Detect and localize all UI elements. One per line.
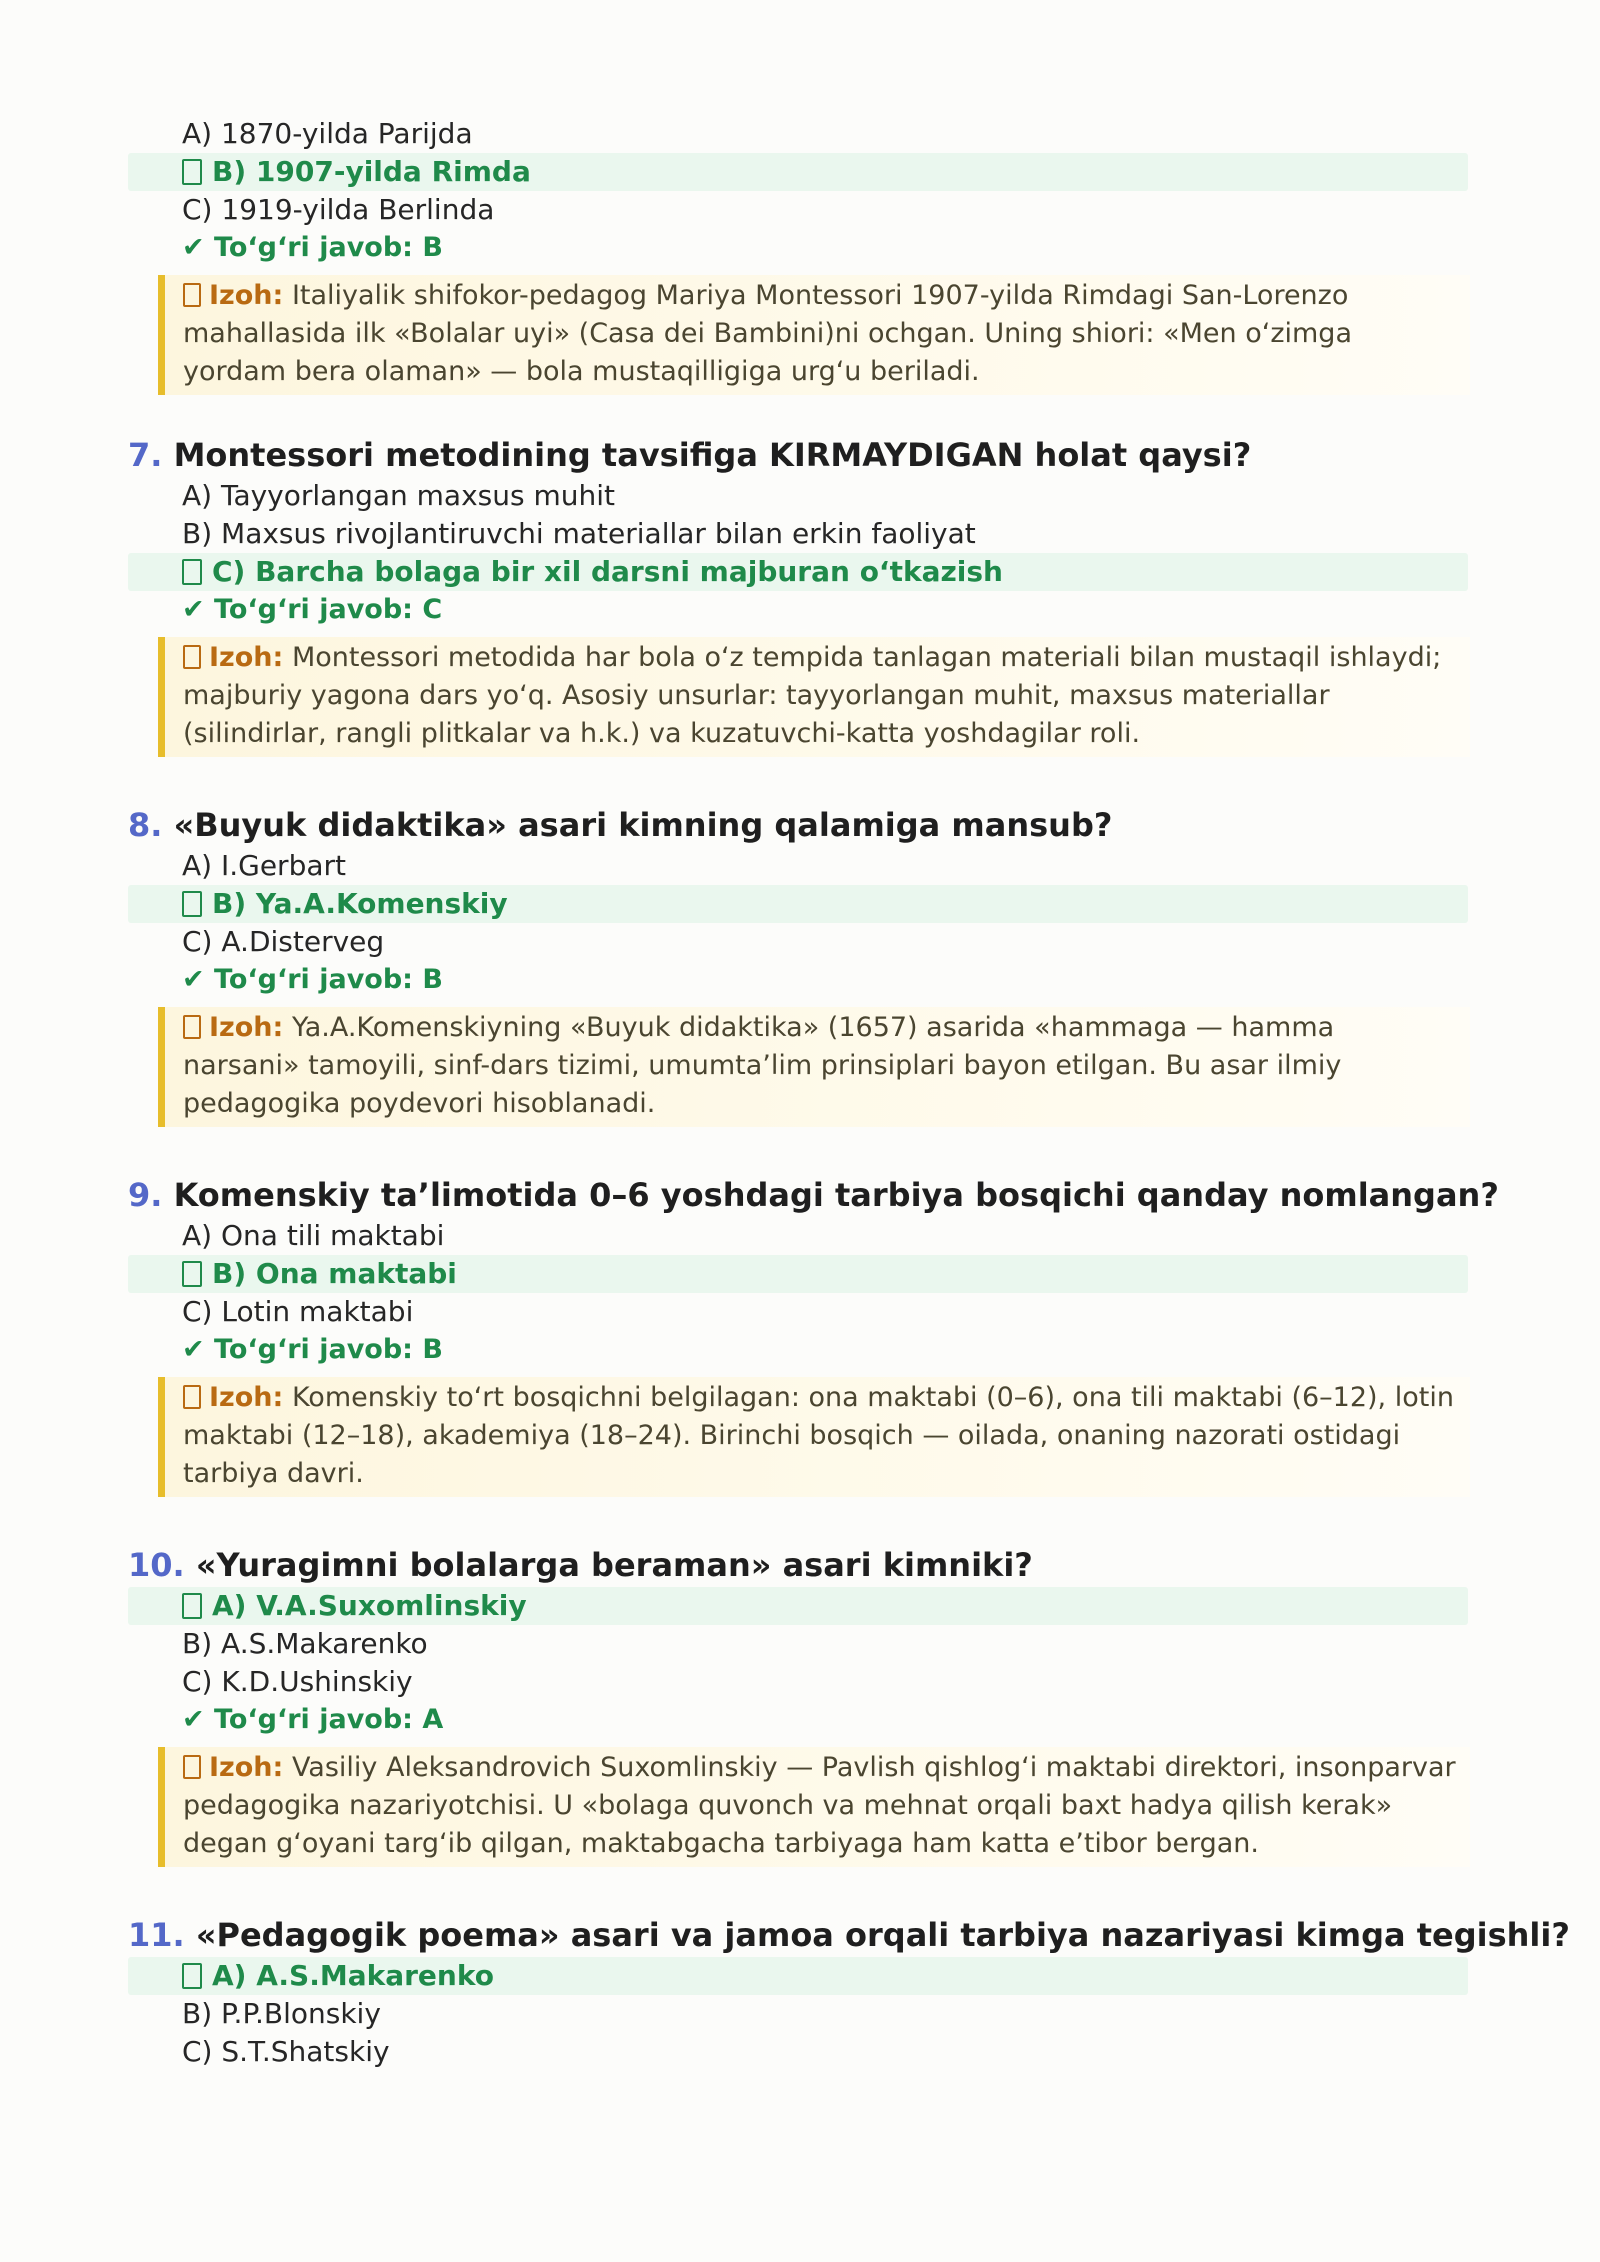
question-title: 8. «Buyuk didaktika» asari kimning qalamiga mansub?	[128, 806, 1113, 844]
question-7-block	[128, 433, 1468, 757]
explanation-text: Ya.A.Komenskiyning «Buyuk didaktika» (1657) asarida «hammaga — hamma narsani» tamoyili, sinf-dars tizimi, umumta’lim prinsiplari bayon etilgan. Bu asar ilmiy pedagogika poydevori hisoblanadi.	[183, 1012, 1342, 1119]
option[interactable]: B) Maxsus rivojlantiruvchi materiallar bilan erkin faoliyat	[182, 517, 976, 550]
explanation-text: Montessori metodida har bola o‘z tempida tanlagan materiali bilan mustaqil ishlaydi; majburiy yagona dars yo‘q. Asosiy unsurlar: tayyorlangan muhit, maxsus materiallar (silindirlar, rangli plitkalar va h.k.) va kuzatuvchi-katta yoshdagilar roli.	[183, 642, 1442, 749]
option[interactable]: B) P.P.Blonskiy	[182, 1997, 381, 2030]
question-number: 8.	[128, 806, 163, 844]
correct-mark-icon	[182, 1593, 202, 1619]
explanation-box	[158, 1377, 1470, 1497]
correct-mark-icon	[182, 891, 202, 917]
explanation-box	[158, 1007, 1470, 1127]
explanation-label: Izoh:	[209, 642, 284, 673]
option-correct[interactable]: A) A.S.Makarenko	[128, 1957, 1468, 1995]
option[interactable]: A) 1870-yilda Parijda	[182, 117, 473, 150]
note-icon	[183, 283, 201, 307]
explanation-text: Vasiliy Aleksandrovich Suxomlinskiy — Pavlish qishlog‘i maktabi direktori, insonparvar pedagogika nazariyotchisi. U «bolaga quvonch va mehnat orqali baxt hadya qilish kerak» degan g‘oyani targ‘ib qilgan, maktabgacha tarbiyaga ham katta e’tibor bergan.	[183, 1752, 1456, 1859]
question-number: 9.	[128, 1176, 163, 1214]
question-title: 10. «Yuragimni bolalarga beraman» asari kimniki?	[128, 1546, 1033, 1584]
option-correct[interactable]: B) Ya.A.Komenskiy	[128, 885, 1468, 923]
correct-answer: ✔ To‘g‘ri javob: B	[182, 964, 443, 995]
option[interactable]: A) Tayyorlangan maxsus muhit	[182, 479, 616, 512]
explanation-label: Izoh:	[209, 1752, 284, 1783]
note-icon	[183, 1385, 201, 1409]
option[interactable]: C) S.T.Shatskiy	[182, 2035, 390, 2068]
question-number: 11.	[128, 1916, 185, 1954]
question-6-block	[128, 115, 1468, 395]
question-9-block	[128, 1173, 1499, 1497]
note-icon	[183, 645, 201, 669]
explanation-label: Izoh:	[209, 1382, 284, 1413]
option[interactable]: C) A.Disterveg	[182, 925, 385, 958]
option[interactable]: C) Lotin maktabi	[182, 1295, 414, 1328]
explanation-label: Izoh:	[209, 1012, 284, 1043]
option[interactable]: C) 1919-yilda Berlinda	[182, 193, 495, 226]
option-correct[interactable]: B) 1907-yilda Rimda	[128, 153, 1468, 191]
question-number: 10.	[128, 1546, 185, 1584]
option-correct[interactable]: A) V.A.Suxomlinskiy	[128, 1587, 1468, 1625]
option-correct[interactable]: B) Ona maktabi	[128, 1255, 1468, 1293]
question-title: 11. «Pedagogik poema» asari va jamoa orqali tarbiya nazariyasi kimga tegishli?	[128, 1916, 1570, 1954]
question-title: 9. Komenskiy ta’limotida 0–6 yoshdagi tarbiya bosqichi qanday nomlangan?	[128, 1176, 1499, 1214]
correct-answer: ✔ To‘g‘ri javob: A	[182, 1704, 444, 1735]
correct-mark-icon	[182, 1963, 202, 1989]
question-title: 7. Montessori metodining tavsifiga KIRMAYDIGAN holat qaysi?	[128, 436, 1252, 474]
option-correct[interactable]: C) Barcha bolaga bir xil darsni majburan o‘tkazish	[128, 553, 1468, 591]
note-icon	[183, 1755, 201, 1779]
question-10-block	[128, 1543, 1468, 1867]
explanation-text: Komenskiy to‘rt bosqichni belgilagan: ona maktabi (0–6), ona tili maktabi (6–12), lotin maktabi (12–18), akademiya (18–24). Birinchi bosqich — oilada, onaning nazorati ostidagi tarbiya davri.	[183, 1382, 1454, 1489]
question-11-block	[128, 1913, 1570, 2071]
correct-answer: ✔ To‘g‘ri javob: B	[182, 1334, 443, 1365]
option[interactable]: A) I.Gerbart	[182, 849, 346, 882]
explanation-box	[158, 1747, 1470, 1867]
question-8-block	[128, 803, 1468, 1127]
correct-answer: ✔ To‘g‘ri javob: C	[182, 594, 443, 625]
explanation-box	[158, 275, 1470, 395]
correct-mark-icon	[182, 159, 202, 185]
explanation-text: Italiyalik shifokor-pedagog Mariya Montessori 1907-yilda Rimdagi San-Lorenzo mahallasida ilk «Bolalar uyi» (Casa dei Bambini)ni ochgan. Uning shiori: «Men o‘zimga yordam bera olaman» — bola mustaqilligiga urg‘u beriladi.	[183, 280, 1352, 387]
explanation-label: Izoh:	[209, 280, 284, 311]
option[interactable]: C) K.D.Ushinskiy	[182, 1665, 413, 1698]
option[interactable]: A) Ona tili maktabi	[182, 1219, 445, 1252]
option[interactable]: B) A.S.Makarenko	[182, 1627, 428, 1660]
correct-mark-icon	[182, 1261, 202, 1287]
correct-answer: ✔ To‘g‘ri javob: B	[182, 232, 443, 263]
correct-mark-icon	[182, 559, 202, 585]
question-number: 7.	[128, 436, 163, 474]
note-icon	[183, 1015, 201, 1039]
explanation-box	[158, 637, 1470, 757]
